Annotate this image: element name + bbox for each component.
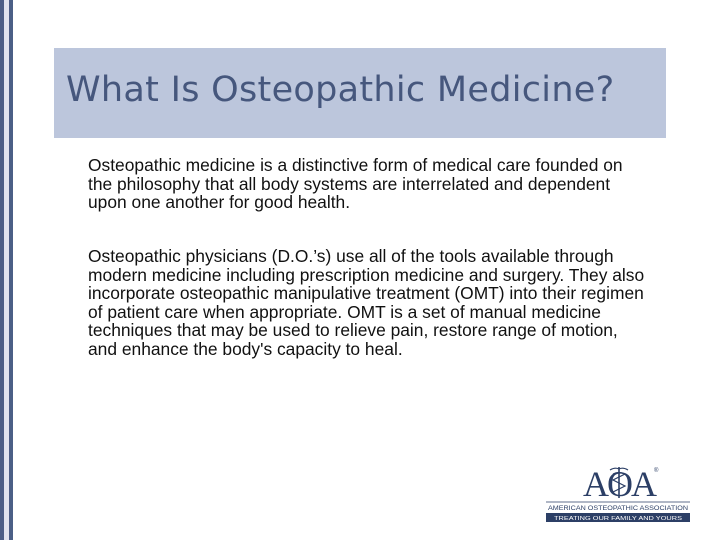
left-border-rule-inner (4, 0, 9, 540)
logo-name: AMERICAN OSTEOPATHIC ASSOCIATION (548, 506, 688, 512)
paragraph-definition: Osteopathic medicine is a distinctive form of medical care founded on the philosophy that all body systems are interrelated and dependent upon one another for good health. (88, 155, 623, 213)
logo-mark: AOA (583, 464, 655, 504)
aoa-logo (542, 462, 692, 524)
logo-registered: ® (654, 468, 659, 474)
slide-title: What Is Osteopathic Medicine? (66, 70, 615, 110)
logo-tagline: TREATING OUR FAMILY AND YOURS (554, 516, 683, 522)
paragraph-physicians: Osteopathic physicians (D.O.’s) use all of the tools available through modern medicine including prescription medicine and surgery. They also incorporate osteopathic manipulative treatment (OMT) into their regimen of patient care when appropriate. OMT is a set of manual medicine techniques that may be used to relieve pain, restore range of motion, and enhance the body's capacity to heal. (88, 246, 645, 359)
